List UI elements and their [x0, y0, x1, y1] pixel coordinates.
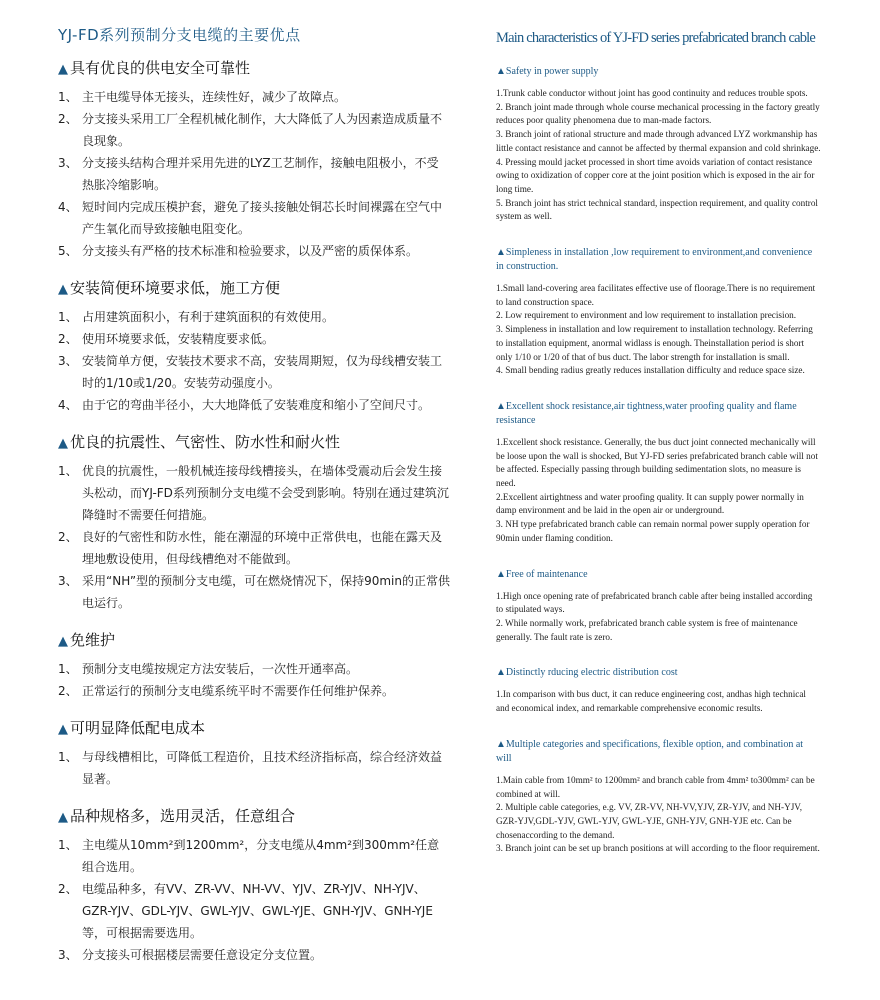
triangle-bullet-icon: ▲: [496, 738, 506, 750]
right-list-item: 2. While normally work, prefabricated branch cable system is free of maintenance generally. The fault rate is zero.: [496, 617, 798, 642]
left-section-heading: [58, 277, 450, 298]
left-item-number: 2、: [58, 684, 78, 698]
left-item-number: 2、: [58, 530, 78, 544]
triangle-bullet-icon: ▲: [496, 400, 506, 412]
left-list-item: [58, 328, 450, 350]
left-item-number: 1、: [58, 838, 78, 852]
right-list-item: 3. Simpleness in installation and low requirement to installation technology. Referring to installation equipment, anormal widlass is enough. Theinstallation period is short only 1/10 or 1/20 of that of bus duct. The labor strength for installation is small.: [496, 324, 813, 362]
left-item-text: 分支接头有严格的技术标准和检验要求，以及严密的质保体系。: [82, 244, 419, 258]
left-item-text: 与母线槽相比，可降低工程造价，且技术经济指标高，综合经济效益显著。: [82, 750, 443, 786]
left-section-heading: [58, 57, 450, 78]
left-item-text: 占用建筑面积小，有利于建筑面积的有效使用。: [82, 310, 335, 324]
triangle-bullet-icon: ▲: [496, 66, 506, 77]
triangle-bullet-icon: ▲: [496, 667, 506, 679]
triangle-bullet-icon: ▲: [58, 722, 68, 737]
left-item-text: 安装简单方便，安装技术要求不高，安装周期短，仅为母线槽安装工时的1/10或1/20。安装劳动强度小。: [82, 354, 443, 390]
right-section: [496, 65, 821, 224]
right-section-heading: [496, 246, 821, 274]
left-item-number: 1、: [58, 750, 78, 764]
right-list-item: 1.High once opening rate of prefabricated branch cable after being installed according to stipulated ways.: [496, 590, 813, 615]
left-section: [58, 277, 450, 416]
left-list-item: [58, 570, 450, 614]
right-list-item: 1.Trunk cable conductor without joint has good continuity and reduces trouble spots.: [496, 88, 808, 98]
left-item-text: 正常运行的预制分支电缆系统平时不需要作任何维护保养。: [82, 684, 395, 698]
right-section-heading: [496, 568, 821, 582]
left-section-heading-text: 优良的抗震性、气密性、防水性和耐火性: [70, 433, 341, 451]
left-section-heading-text: 安装简便环境要求低，施工方便: [70, 279, 281, 297]
left-section-heading-text: 具有优良的供电安全可靠性: [70, 59, 251, 77]
left-item-number: 2、: [58, 112, 78, 126]
right-list-item: 4. Pressing mould jacket processed in short time avoids variation of contact resistance owing to oxidization of copper core at the joint position which is exposed in the air for long time.: [496, 156, 815, 194]
left-sections: [58, 57, 450, 966]
left-item-text: 良好的气密性和防水性，能在潮湿的环境中正常供电，也能在露天及埋地敷设使用，但母线槽绝对不能做到。: [82, 530, 443, 566]
right-title: Main characteristics of YJ-FD series prefabricated branch cable: [496, 30, 816, 46]
right-list-item: 5. Branch joint has strict technical standard, inspection requirement, and quality control system as well.: [496, 197, 818, 222]
left-item-text: 分支接头可根据楼层需要任意设定分支位置。: [82, 948, 323, 962]
left-list-item: [58, 460, 450, 526]
right-list-item: 1.Small land-covering area facilitates effective use of floorage.There is no requirement to land construction space.: [496, 283, 816, 307]
right-list-item: 3. NH type prefabricated branch cable can remain normal power supply operation for 90min under flaming condition.: [496, 519, 810, 543]
triangle-bullet-icon: ▲: [58, 634, 68, 649]
right-sections: [496, 65, 821, 856]
right-section-heading: [496, 65, 821, 79]
left-item-number: 5、: [58, 244, 78, 258]
left-item-number: 1、: [58, 310, 78, 324]
right-section-heading-text: Multiple categories and specifications, flexible option, and combination at will: [496, 738, 804, 764]
right-list-item: 1.Main cable from 10mm² to 1200mm² and branch cable from 4mm² to300mm² can be combined at will.: [496, 774, 815, 799]
right-list-item: 2. Branch joint made through whole course mechanical processing in the factory greatly reduces poor quality phenomena due to man-made factors.: [496, 101, 820, 126]
left-item-text: 分支接头采用工厂全程机械化制作，大大降低了人为因素造成质量不良现象。: [82, 112, 443, 148]
left-list-item: [58, 86, 450, 108]
left-section-heading-text: 免维护: [70, 631, 116, 649]
right-list-item: 1.Excellent shock resistance. Generally, the bus duct joint connected mechanically will be loose upon the wall is shocked, But YJ-FD series prefabricated branch cable will not be affected. Especially passing through building sedimentation slots, no measure is need.: [496, 436, 818, 489]
right-section-heading: [496, 738, 821, 766]
left-section-heading-text: 可明显降低配电成本: [70, 719, 206, 737]
right-list-item: 2.Excellent airtightness and water proofing quality. It can supply power normally in damp environment and be laid in the open air or underground.: [496, 491, 804, 516]
left-section-heading: [58, 805, 450, 826]
left-section: [58, 431, 450, 614]
right-section-heading-text: Free of maintenance: [505, 568, 588, 580]
left-item-text: 采用“NH”型的预制分支电缆，可在燃烧情况下，保持90min的正常供电运行。: [82, 574, 450, 610]
right-list-item: 2. Multiple cable categories, e.g. VV, ZR-VV, NH-VV,YJV, ZR-YJV, and NH-YJV, GZR-YJV,GDL-YJV, GWL-YJV, GWL-YJE, GNH-YJV, GNH-YJE etc. Can be chosenaccording to the demand.: [496, 802, 803, 840]
triangle-bullet-icon: ▲: [58, 810, 68, 825]
triangle-bullet-icon: ▲: [58, 282, 68, 297]
left-item-number: 1、: [58, 464, 78, 478]
left-section: [58, 629, 450, 702]
right-section: [496, 400, 821, 546]
left-section-heading: [58, 629, 450, 650]
right-section: [496, 666, 821, 715]
triangle-bullet-icon: ▲: [496, 568, 506, 580]
right-section-heading-text: Safety in power supply: [505, 66, 599, 77]
left-title: YJ-FD系列预制分支电缆的主要优点: [58, 26, 301, 44]
left-list-item: [58, 878, 450, 944]
left-section: [58, 717, 450, 790]
left-section: [58, 805, 450, 966]
right-section-heading: [496, 400, 821, 428]
left-list-item: [58, 240, 450, 262]
left-item-number: 3、: [58, 948, 78, 962]
left-item-number: 2、: [58, 882, 78, 896]
left-item-text: 主干电缆导体无接头，连续性好，减少了故障点。: [82, 90, 347, 104]
left-list-item: [58, 526, 450, 570]
left-section-heading: [58, 717, 450, 738]
left-item-number: 4、: [58, 200, 78, 214]
left-item-number: 3、: [58, 156, 78, 170]
left-list-item: [58, 658, 450, 680]
left-section-heading: [58, 431, 450, 452]
left-item-text: 由于它的弯曲半径小，大大地降低了安装难度和缩小了空间尺寸。: [82, 398, 431, 412]
left-item-text: 优良的抗震性，一般机械连接母线槽接头，在墙体受震动后会发生接头松动，而YJ-FD系列预制分支电缆不会受到影响。特别在通过建筑沉降缝时不需要任何措施。: [82, 464, 449, 522]
right-section: [496, 738, 821, 856]
left-item-number: 2、: [58, 332, 78, 346]
left-list-item: [58, 394, 450, 416]
left-section-heading-text: 品种规格多，选用灵活，任意组合: [70, 807, 296, 825]
left-item-text: 预制分支电缆按规定方法安装后，一次性开通率高。: [82, 662, 359, 676]
triangle-bullet-icon: ▲: [58, 62, 68, 77]
right-section: [496, 246, 821, 378]
left-section: [58, 57, 450, 262]
right-section-heading-text: Excellent shock resistance,air tightness,water proofing quality and flame resistance: [496, 400, 797, 426]
left-item-text: 使用环境要求低，安装精度要求低。: [82, 332, 275, 346]
left-item-number: 4、: [58, 398, 78, 412]
right-section-heading-text: Distinctly rducing electric distribution cost: [505, 667, 678, 679]
left-list-item: [58, 680, 450, 702]
left-list-item: [58, 350, 450, 394]
right-list-item: 2. Low requirement to environment and low requirement to installation precision.: [496, 310, 797, 321]
right-section: [496, 568, 821, 645]
triangle-bullet-icon: ▲: [496, 247, 506, 259]
left-item-number: 1、: [58, 90, 78, 104]
left-list-item: [58, 306, 450, 328]
right-section-heading: [496, 666, 821, 680]
left-list-item: [58, 834, 450, 878]
left-item-text: 分支接头结构合理并采用先进的LYZ工艺制作，接触电阻极小，不受热胀冷缩影响。: [82, 156, 439, 192]
left-item-text: 主电缆从10mm²到1200mm²，分支电缆从4mm²到300mm²任意组合选用。: [82, 838, 440, 874]
left-list-item: [58, 108, 450, 152]
left-item-number: 3、: [58, 574, 78, 588]
triangle-bullet-icon: ▲: [58, 436, 68, 451]
right-list-item: 4. Small bending radius greatly reduces installation difficulty and reduce space size.: [496, 365, 805, 376]
left-item-number: 3、: [58, 354, 78, 368]
left-list-item: [58, 196, 450, 240]
left-item-text: 短时间内完成压模护套，避免了接头接触处铜芯长时间裸露在空气中产生氧化而导致接触电阻变化。: [82, 200, 443, 236]
right-column-english: [496, 30, 821, 878]
right-list-item: 3. Branch joint can be set up branch positions at will according to the floor requirement.: [496, 843, 820, 854]
left-column-chinese: [58, 24, 450, 981]
right-list-item: 1.In comparison with bus duct, it can reduce engineering cost, andhas high technical and economical index, and remarkable comprehensive economic results.: [496, 689, 806, 714]
left-list-item: [58, 746, 450, 790]
left-item-number: 1、: [58, 662, 78, 676]
left-list-item: [58, 944, 450, 966]
left-list-item: [58, 152, 450, 196]
right-list-item: 3. Branch joint of rational structure and made through advanced LYZ workmanship has little contact resistance and cannot be affected by thermal expansion and cold shrinkage.: [496, 129, 821, 153]
left-item-text: 电缆品种多，有VV、ZR-VV、NH-VV、YJV、ZR-YJV、NH-YJV、GZR-YJV、GDL-YJV、GWL-YJV、GWL-YJE、GNH-YJV、GNH-YJE等，可根据需要选用。: [82, 882, 433, 940]
right-section-heading-text: Simpleness in installation ,low requirement to environment,and convenience in construction.: [496, 247, 813, 273]
